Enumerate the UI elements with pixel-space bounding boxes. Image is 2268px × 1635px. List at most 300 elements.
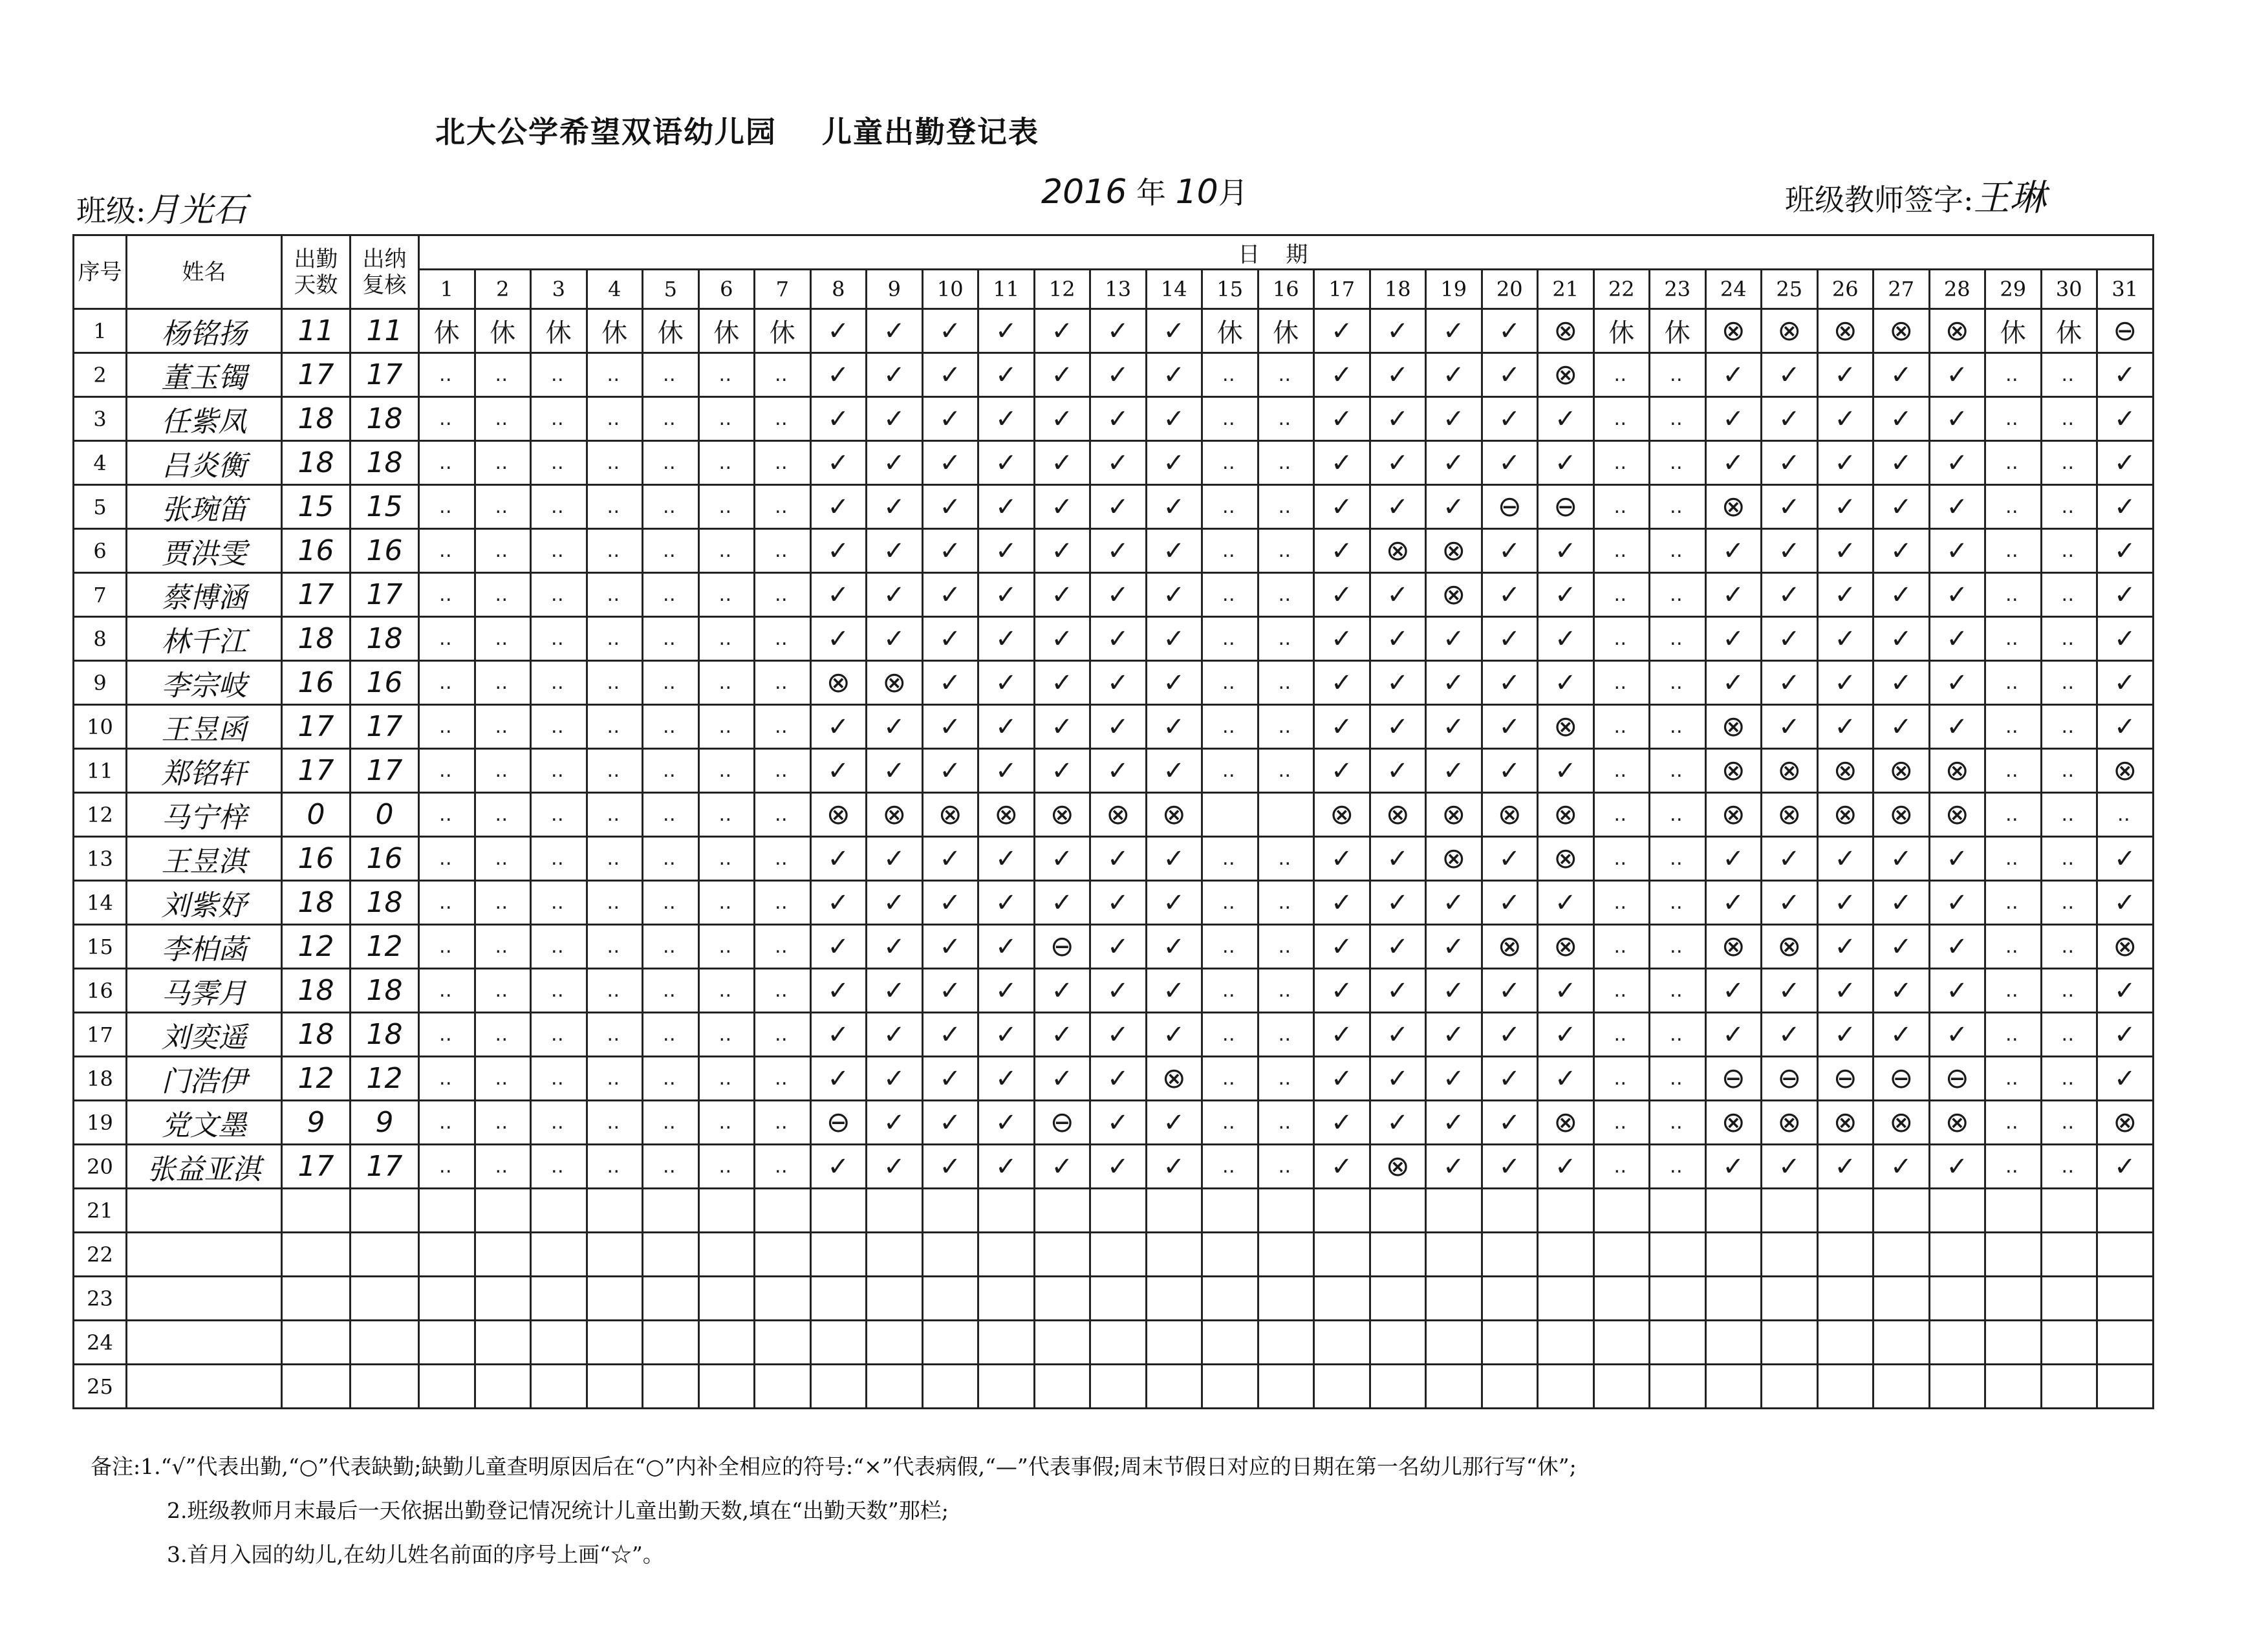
table-row	[74, 1057, 2154, 1101]
present-mark: ✓	[922, 925, 978, 969]
attend-days: 18	[282, 969, 351, 1013]
empty-cell	[1426, 1233, 1482, 1277]
recheck-days: 17	[351, 705, 419, 749]
present-mark: ✓	[1370, 1057, 1426, 1101]
blank-mark: ‥	[475, 573, 531, 617]
blank-mark: ‥	[419, 529, 475, 573]
absent-mark: ⊗	[867, 793, 923, 837]
empty-cell	[1482, 1233, 1538, 1277]
present-mark: ✓	[1874, 661, 1930, 705]
blank-mark: ‥	[531, 529, 587, 573]
child-name: 王昱淇	[127, 837, 282, 881]
blank-mark: ‥	[698, 793, 755, 837]
present-mark: ✓	[1538, 441, 1594, 485]
absent-mark: ⊗	[1762, 309, 1818, 353]
day-header: 10	[922, 270, 978, 309]
present-mark: ✓	[1874, 837, 1930, 881]
present-mark: ✓	[1090, 397, 1147, 441]
present-mark: ✓	[1762, 529, 1818, 573]
rest-mark: 休	[475, 309, 531, 353]
empty-cell	[475, 1277, 531, 1321]
present-mark: ✓	[1426, 881, 1482, 925]
blank-mark: ‥	[1985, 661, 2042, 705]
blank-mark: ‥	[643, 1057, 699, 1101]
present-mark: ✓	[1034, 881, 1090, 925]
present-mark: ✓	[922, 1145, 978, 1189]
present-mark: ✓	[2097, 441, 2154, 485]
absent-mark: ⊗	[1929, 793, 1985, 837]
absent-mark: ⊗	[1705, 793, 1762, 837]
blank-mark: ‥	[755, 573, 811, 617]
empty-cell	[867, 1189, 923, 1233]
blank-mark: ‥	[1985, 837, 2042, 881]
blank-mark: ‥	[643, 969, 699, 1013]
row-seq: 2	[74, 353, 127, 397]
present-mark: ✓	[978, 309, 1035, 353]
present-mark: ✓	[1146, 309, 1202, 353]
blank-mark: ‥	[698, 837, 755, 881]
day-header: 18	[1370, 270, 1426, 309]
present-mark: ✓	[1090, 485, 1147, 529]
present-mark: ✓	[978, 353, 1035, 397]
empty-cell	[1370, 1189, 1426, 1233]
empty-cell	[643, 1321, 699, 1365]
absent-mark: ⊗	[1874, 793, 1930, 837]
present-mark: ✓	[1090, 661, 1147, 705]
empty-cell	[810, 1233, 867, 1277]
present-mark: ✓	[978, 529, 1035, 573]
absent-mark: ⊗	[1705, 309, 1762, 353]
present-mark: ✓	[922, 485, 978, 529]
absent-mark: ⊗	[1874, 749, 1930, 793]
row-seq: 19	[74, 1101, 127, 1145]
blank-mark: ‥	[1202, 969, 1258, 1013]
present-mark: ✓	[1929, 617, 1985, 661]
empty-cell	[1650, 1189, 1706, 1233]
present-mark: ✓	[1538, 969, 1594, 1013]
empty-cell	[1817, 1189, 1874, 1233]
present-mark: ✓	[1314, 441, 1370, 485]
day-header: 1	[419, 270, 475, 309]
present-mark: ✓	[978, 969, 1035, 1013]
blank-mark: ‥	[2041, 617, 2097, 661]
present-mark: ✓	[1929, 529, 1985, 573]
present-mark: ✓	[867, 573, 923, 617]
blank-mark: ‥	[531, 661, 587, 705]
recheck-days: 16	[351, 661, 419, 705]
present-mark: ✓	[978, 705, 1035, 749]
empty-cell	[922, 1321, 978, 1365]
day-header: 6	[698, 270, 755, 309]
blank-mark: ‥	[1593, 925, 1650, 969]
present-mark: ✓	[1817, 617, 1874, 661]
day-header: 4	[587, 270, 643, 309]
empty-cell	[1314, 1321, 1370, 1365]
attend-days	[282, 1321, 351, 1365]
blank-mark: ‥	[419, 573, 475, 617]
present-mark: ✓	[1090, 925, 1147, 969]
present-mark: ✓	[1314, 749, 1370, 793]
present-mark: ✓	[1034, 529, 1090, 573]
attend-days: 11	[282, 309, 351, 353]
blank-mark: ‥	[1650, 485, 1706, 529]
blank-mark: ‥	[1650, 925, 1706, 969]
blank-mark: ‥	[1202, 529, 1258, 573]
present-mark: ✓	[810, 1057, 867, 1101]
attend-days: 12	[282, 1057, 351, 1101]
blank-mark: ‥	[698, 573, 755, 617]
empty-cell	[1817, 1233, 1874, 1277]
empty-cell	[1762, 1277, 1818, 1321]
present-mark: ✓	[1762, 1145, 1818, 1189]
month-value: 10	[1175, 173, 1218, 211]
blank-mark: ‥	[419, 353, 475, 397]
blank-mark: ‥	[475, 837, 531, 881]
empty-cell	[1370, 1233, 1426, 1277]
rest-mark: 休	[755, 309, 811, 353]
child-name: 张琬笛	[127, 485, 282, 529]
blank-mark: ‥	[1258, 705, 1314, 749]
blank-mark: ‥	[475, 793, 531, 837]
child-name: 门浩伊	[127, 1057, 282, 1101]
attend-days: 17	[282, 1145, 351, 1189]
blank-mark: ‥	[1985, 397, 2042, 441]
blank-mark: ‥	[643, 749, 699, 793]
empty-cell	[1370, 1321, 1426, 1365]
empty-cell	[1650, 1321, 1706, 1365]
empty-cell	[1874, 1233, 1930, 1277]
table-row	[74, 1321, 2154, 1365]
blank-mark: ‥	[2041, 793, 2097, 837]
absent-mark: ⊗	[1146, 1057, 1202, 1101]
present-mark: ✓	[1929, 353, 1985, 397]
present-mark: ✓	[1817, 529, 1874, 573]
present-mark: ✓	[867, 617, 923, 661]
absent-mark: ⊗	[1426, 573, 1482, 617]
absent-mark: ⊗	[1705, 749, 1762, 793]
empty-cell	[1874, 1321, 1930, 1365]
blank-mark: ‥	[1650, 881, 1706, 925]
empty-cell	[531, 1321, 587, 1365]
present-mark: ✓	[1146, 881, 1202, 925]
day-header: 26	[1817, 270, 1874, 309]
empty-cell	[643, 1189, 699, 1233]
empty-cell	[1426, 1189, 1482, 1233]
blank-mark: ‥	[1985, 1013, 2042, 1057]
blank-mark: ‥	[475, 617, 531, 661]
present-mark: ✓	[810, 573, 867, 617]
blank-mark: ‥	[2041, 1101, 2097, 1145]
present-mark: ✓	[1314, 353, 1370, 397]
blank-mark: ‥	[643, 1101, 699, 1145]
blank-mark: ‥	[1650, 969, 1706, 1013]
blank-mark: ‥	[1650, 1013, 1706, 1057]
blank-mark: ‥	[755, 441, 811, 485]
present-mark: ✓	[1762, 881, 1818, 925]
day-header: 15	[1202, 270, 1258, 309]
present-mark: ✓	[1090, 1013, 1147, 1057]
empty-cell	[475, 1233, 531, 1277]
recheck-header: 出纳复核	[351, 235, 419, 309]
note-1: 备注:1.“√”代表出勤,“○”代表缺勤;缺勤儿童查明原因后在“○”内补全相应的符号:“×”代表病假,“—”代表事假;周末节假日对应的日期在第一名幼儿那行写“休”;	[91, 1454, 1577, 1479]
blank-mark: ‥	[1650, 793, 1706, 837]
present-mark: ✓	[922, 617, 978, 661]
present-mark: ✓	[1146, 353, 1202, 397]
blank-mark: ‥	[419, 749, 475, 793]
empty-cell	[810, 1321, 867, 1365]
blank-mark: ‥	[1202, 573, 1258, 617]
present-mark: ✓	[922, 529, 978, 573]
present-mark: ✓	[1538, 749, 1594, 793]
blank-mark: ‥	[643, 793, 699, 837]
row-seq: 1	[74, 309, 127, 353]
leave-mark: ⊖	[1538, 485, 1594, 529]
present-mark: ✓	[1705, 573, 1762, 617]
day-header: 14	[1146, 270, 1202, 309]
absent-mark: ⊗	[867, 661, 923, 705]
present-mark: ✓	[810, 925, 867, 969]
present-mark: ✓	[1482, 397, 1538, 441]
blank-mark: ‥	[1650, 1101, 1706, 1145]
blank-mark: ‥	[1593, 661, 1650, 705]
absent-mark: ⊗	[1817, 1101, 1874, 1145]
present-mark: ✓	[922, 837, 978, 881]
absent-mark: ⊗	[1817, 309, 1874, 353]
day-header: 9	[867, 270, 923, 309]
blank-mark: ‥	[698, 1101, 755, 1145]
present-mark: ✓	[1762, 573, 1818, 617]
row-seq: 20	[74, 1145, 127, 1189]
blank-mark: ‥	[755, 485, 811, 529]
present-mark: ✓	[1370, 353, 1426, 397]
empty-cell	[587, 1189, 643, 1233]
row-seq: 7	[74, 573, 127, 617]
present-mark: ✓	[1314, 309, 1370, 353]
blank-mark: ‥	[1258, 661, 1314, 705]
blank-mark: ‥	[1202, 661, 1258, 705]
absent-mark: ⊗	[1929, 309, 1985, 353]
recheck-days: 18	[351, 441, 419, 485]
present-mark: ✓	[1090, 353, 1147, 397]
leave-mark: ⊖	[1929, 1057, 1985, 1101]
present-mark: ✓	[1929, 881, 1985, 925]
present-mark: ✓	[978, 881, 1035, 925]
child-name: 郑铭轩	[127, 749, 282, 793]
empty-cell	[531, 1365, 587, 1409]
empty-cell	[1258, 1321, 1314, 1365]
blank-mark: ‥	[419, 1101, 475, 1145]
present-mark: ✓	[1090, 617, 1147, 661]
blank-mark: ‥	[1593, 1101, 1650, 1145]
empty-cell	[1370, 1277, 1426, 1321]
present-mark: ✓	[1034, 397, 1090, 441]
empty-cell	[419, 1233, 475, 1277]
present-mark: ✓	[1426, 1013, 1482, 1057]
present-mark: ✓	[1705, 1145, 1762, 1189]
blank-mark: ‥	[531, 969, 587, 1013]
blank-mark: ‥	[1985, 353, 2042, 397]
empty-cell	[587, 1277, 643, 1321]
present-mark: ✓	[1034, 573, 1090, 617]
row-seq: 22	[74, 1233, 127, 1277]
present-mark: ✓	[1929, 573, 1985, 617]
present-mark: ✓	[1929, 661, 1985, 705]
present-mark: ✓	[1426, 969, 1482, 1013]
present-mark: ✓	[978, 485, 1035, 529]
blank-mark: ‥	[1258, 1101, 1314, 1145]
present-mark: ✓	[1929, 441, 1985, 485]
blank-mark: ‥	[643, 837, 699, 881]
blank-mark: ‥	[698, 353, 755, 397]
empty-cell	[1258, 793, 1314, 837]
class-field	[76, 182, 247, 231]
present-mark: ✓	[1090, 881, 1147, 925]
empty-cell	[978, 1233, 1035, 1277]
day-header: 17	[1314, 270, 1370, 309]
present-mark: ✓	[1874, 705, 1930, 749]
present-mark: ✓	[1762, 661, 1818, 705]
rest-mark: 休	[643, 309, 699, 353]
table-row	[74, 661, 2154, 705]
teacher-signature: 王琳	[1973, 177, 2046, 219]
blank-mark: ‥	[531, 485, 587, 529]
blank-mark: ‥	[1985, 441, 2042, 485]
recheck-days: 16	[351, 837, 419, 881]
present-mark: ✓	[1426, 353, 1482, 397]
present-mark: ✓	[1538, 661, 1594, 705]
blank-mark: ‥	[475, 353, 531, 397]
blank-mark: ‥	[1258, 441, 1314, 485]
empty-cell	[1146, 1189, 1202, 1233]
empty-cell	[1258, 1277, 1314, 1321]
present-mark: ✓	[867, 749, 923, 793]
table-row	[74, 1365, 2154, 1409]
present-mark: ✓	[1929, 485, 1985, 529]
empty-cell	[1482, 1189, 1538, 1233]
present-mark: ✓	[1538, 529, 1594, 573]
present-mark: ✓	[1482, 441, 1538, 485]
absent-mark: ⊗	[1929, 749, 1985, 793]
day-header: 28	[1929, 270, 1985, 309]
blank-mark: ‥	[419, 617, 475, 661]
empty-cell	[2097, 1321, 2154, 1365]
present-mark: ✓	[810, 1013, 867, 1057]
empty-cell	[922, 1233, 978, 1277]
empty-cell	[419, 1321, 475, 1365]
child-name	[127, 1233, 282, 1277]
blank-mark: ‥	[755, 661, 811, 705]
table-row	[74, 397, 2154, 441]
day-header: 29	[1985, 270, 2042, 309]
present-mark: ✓	[1874, 353, 1930, 397]
blank-mark: ‥	[475, 397, 531, 441]
empty-cell	[1929, 1277, 1985, 1321]
blank-mark: ‥	[1202, 353, 1258, 397]
empty-cell	[1874, 1277, 1930, 1321]
present-mark: ✓	[1146, 397, 1202, 441]
absent-mark: ⊗	[1426, 793, 1482, 837]
present-mark: ✓	[810, 485, 867, 529]
present-mark: ✓	[867, 837, 923, 881]
present-mark: ✓	[922, 661, 978, 705]
blank-mark: ‥	[1650, 705, 1706, 749]
attend-days: 0	[282, 793, 351, 837]
present-mark: ✓	[978, 617, 1035, 661]
table-row	[74, 705, 2154, 749]
blank-mark: ‥	[1985, 793, 2042, 837]
child-name: 杨铭扬	[127, 309, 282, 353]
present-mark: ✓	[1370, 837, 1426, 881]
present-mark: ✓	[2097, 1013, 2154, 1057]
table-row	[74, 1013, 2154, 1057]
absent-mark: ⊗	[1705, 1101, 1762, 1145]
blank-mark: ‥	[1593, 397, 1650, 441]
present-mark: ✓	[1929, 1145, 1985, 1189]
present-mark: ✓	[1538, 573, 1594, 617]
empty-cell	[1314, 1189, 1370, 1233]
day-header: 5	[643, 270, 699, 309]
present-mark: ✓	[1146, 485, 1202, 529]
blank-mark: ‥	[1258, 1057, 1314, 1101]
row-seq: 25	[74, 1365, 127, 1409]
present-mark: ✓	[1426, 617, 1482, 661]
day-header: 13	[1090, 270, 1147, 309]
empty-cell	[698, 1321, 755, 1365]
child-name	[127, 1321, 282, 1365]
absent-mark: ⊗	[1817, 793, 1874, 837]
blank-mark: ‥	[531, 397, 587, 441]
present-mark: ✓	[1146, 925, 1202, 969]
empty-cell	[1705, 1233, 1762, 1277]
present-mark: ✓	[922, 1101, 978, 1145]
present-mark: ✓	[1874, 1013, 1930, 1057]
child-name	[127, 1189, 282, 1233]
present-mark: ✓	[1146, 1101, 1202, 1145]
blank-mark: ‥	[1985, 1101, 2042, 1145]
empty-cell	[1146, 1233, 1202, 1277]
blank-mark: ‥	[475, 705, 531, 749]
attend-days: 18	[282, 1013, 351, 1057]
empty-cell	[587, 1365, 643, 1409]
child-name: 刘紫妤	[127, 881, 282, 925]
blank-mark: ‥	[755, 1145, 811, 1189]
blank-mark: ‥	[531, 573, 587, 617]
empty-cell	[810, 1277, 867, 1321]
blank-mark: ‥	[643, 573, 699, 617]
present-mark: ✓	[1874, 441, 1930, 485]
empty-cell	[531, 1189, 587, 1233]
present-mark: ✓	[1370, 617, 1426, 661]
empty-cell	[1762, 1321, 1818, 1365]
blank-mark: ‥	[1650, 529, 1706, 573]
present-mark: ✓	[1146, 617, 1202, 661]
present-mark: ✓	[1482, 749, 1538, 793]
blank-mark: ‥	[643, 529, 699, 573]
rest-mark: 休	[419, 309, 475, 353]
attend-days	[282, 1365, 351, 1409]
row-seq: 18	[74, 1057, 127, 1101]
blank-mark: ‥	[1258, 969, 1314, 1013]
recheck-days	[351, 1189, 419, 1233]
recheck-days	[351, 1233, 419, 1277]
day-header: 21	[1538, 270, 1594, 309]
present-mark: ✓	[1370, 485, 1426, 529]
present-mark: ✓	[1538, 397, 1594, 441]
empty-cell	[1762, 1189, 1818, 1233]
child-name: 林千江	[127, 617, 282, 661]
child-name: 李宗岐	[127, 661, 282, 705]
attend-days: 16	[282, 661, 351, 705]
